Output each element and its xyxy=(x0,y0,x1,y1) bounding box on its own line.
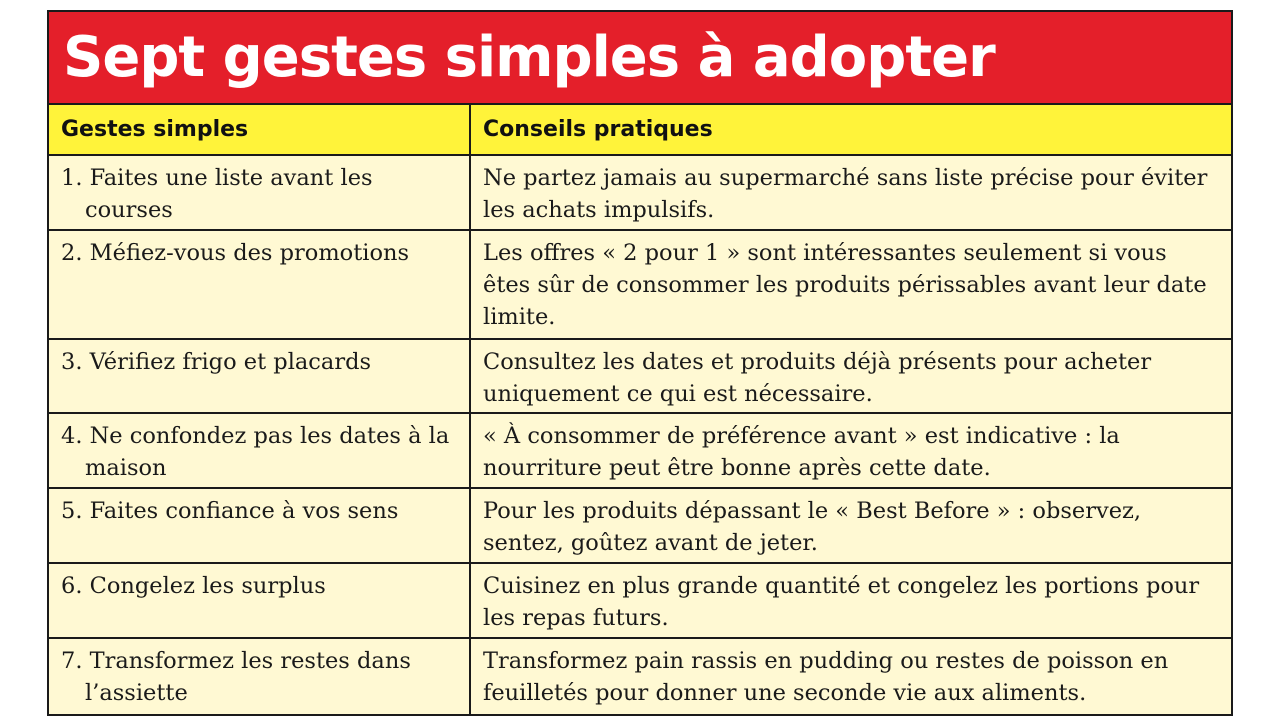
table-header xyxy=(49,105,1231,156)
conseil-cell: « À consommer de préférence avant » est indicative : la nourriture peut être bonne après cette date. xyxy=(483,423,1120,481)
conseil-cell: Transformez pain rassis en pudding ou restes de poisson en feuilletés pour donner une seconde vie aux aliments. xyxy=(483,648,1169,706)
page-title: Sept gestes simples à adopter xyxy=(63,25,995,90)
geste-cell: 3. Vérifiez frigo et placards xyxy=(49,340,471,412)
geste-cell: 6. Congelez les surplus xyxy=(49,564,471,637)
table-row xyxy=(49,340,1231,414)
header-conseils: Conseils pratiques xyxy=(483,117,713,142)
geste-cell: 2. Méfiez-vous des promotions xyxy=(49,231,471,338)
table-row xyxy=(49,231,1231,340)
geste-cell: 4. Ne confondez pas les dates à la maison xyxy=(49,414,471,487)
table-row xyxy=(49,639,1231,714)
conseil-cell: Consultez les dates et produits déjà présents pour acheter uniquement ce qui est nécessaire. xyxy=(483,349,1152,407)
table-body xyxy=(49,156,1231,714)
conseil-cell: Cuisinez en plus grande quantité et congelez les portions pour les repas futurs. xyxy=(483,573,1200,631)
geste-cell: 7. Transformez les restes dans l’assiette xyxy=(49,639,471,714)
conseil-cell: Les offres « 2 pour 1 » sont intéressantes seulement si vous êtes sûr de consommer les produits périssables avant leur date limite. xyxy=(483,240,1207,330)
header-gestes: Gestes simples xyxy=(49,105,471,154)
conseil-cell: Ne partez jamais au supermarché sans liste précise pour éviter les achats impulsifs. xyxy=(483,165,1208,223)
tips-table xyxy=(47,10,1233,716)
table-row xyxy=(49,564,1231,639)
table-row xyxy=(49,156,1231,231)
table-row xyxy=(49,489,1231,564)
table-row xyxy=(49,414,1231,489)
geste-cell: 5. Faites confiance à vos sens xyxy=(49,489,471,562)
geste-cell: 1. Faites une liste avant les courses xyxy=(49,156,471,229)
conseil-cell: Pour les produits dépassant le « Best Before » : observez, sentez, goûtez avant de jeter. xyxy=(483,498,1142,556)
title-banner xyxy=(49,12,1231,105)
